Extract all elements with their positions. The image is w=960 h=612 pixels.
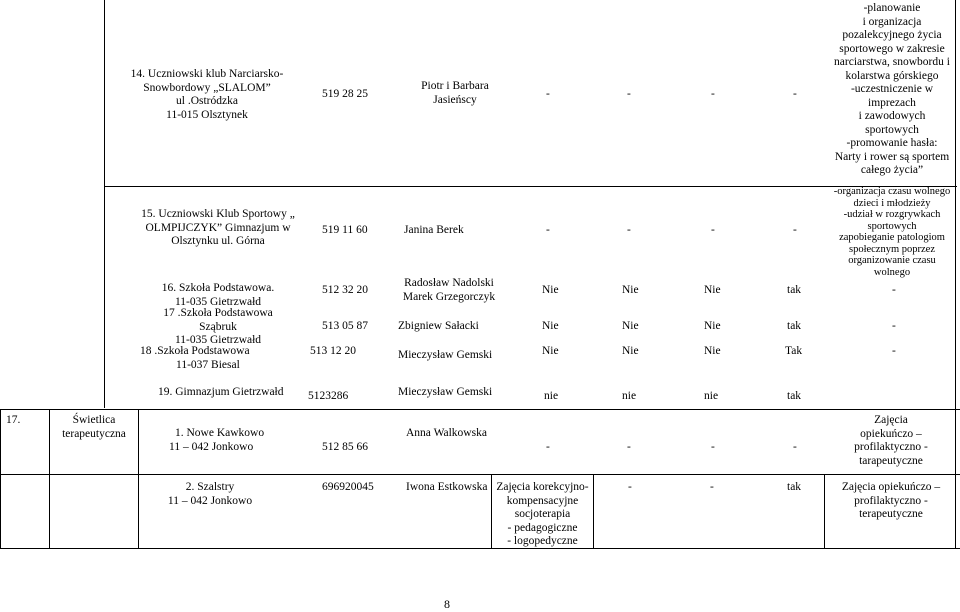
contact-person: Janina Berek [404, 224, 464, 236]
flag: - [546, 88, 550, 100]
activity-notes: -organizacja czasu wolnego dzieci i młodzieży -udział w rozgrywkach sportowych zapobieganie patologiom społecznym poprzez organizowanie czasu wolnego [833, 186, 951, 278]
activity-notes: - [892, 320, 896, 332]
section-title: Świetlica terapeutyczna [62, 414, 126, 440]
school-name: 18 .Szkoła Podstawowa 11-037 Biesal [140, 345, 250, 371]
activity-notes: Zajęcia opiekuńczo – profilaktyczno - terapeutyczne [841, 481, 941, 520]
contact-person: Radosław Nadolski Marek Grzegorczyk [402, 277, 496, 303]
phone-number: 513 05 87 [322, 320, 368, 332]
contact-person: Piotr i Barbara Jasieńscy [421, 80, 489, 106]
flag: Nie [542, 345, 559, 357]
phone-number: 513 12 20 [310, 345, 356, 357]
flag: nie [704, 390, 719, 402]
flag: Nie [542, 320, 559, 332]
flag: - [711, 88, 715, 100]
flag: - [546, 441, 550, 453]
contact-person: Anna Walkowska [406, 427, 487, 439]
flag: - [627, 224, 631, 236]
flag: - [627, 441, 631, 453]
school-name: 2. Szalstry 11 – 042 Jonkowo [167, 481, 253, 507]
contact-person: Zbigniew Sałacki [398, 320, 479, 332]
contact-person: Mieczysław Gemski [398, 349, 493, 361]
flag: - [627, 88, 631, 100]
school-name: 17 .Szkoła Podstawowa Sząbruk 11-035 Gietrzwałd [163, 307, 273, 346]
school-name: 15. Uczniowski Klub Sportowy „ OLMPIJCZYK” Gimnazjum w Olsztynku ul. Górna [141, 208, 295, 247]
flag: - [711, 224, 715, 236]
activity-notes: -planowanie i organizacja pozalekcyjnego życia sportowego w zakresie narciarstwa, snowbordu i kolarstwa górskiego -uczestniczenie w imprezach i zawodowych sportowych -promowanie hasła: Narty i rower są sportem całego życia” [834, 2, 950, 176]
flag: Nie [622, 345, 639, 357]
phone-number: 512 32 20 [322, 284, 368, 296]
flag: tak [787, 284, 802, 296]
school-name: 19. Gimnazjum Gietrzwałd [158, 386, 284, 398]
flag: Nie [704, 345, 721, 357]
flag: Nie [622, 284, 639, 296]
phone-number: 519 11 60 [322, 224, 368, 236]
flag: Nie [542, 284, 559, 296]
flag: - [710, 481, 714, 493]
flag: nie [622, 390, 637, 402]
flag: - [793, 441, 797, 453]
flag: - [711, 441, 715, 453]
contact-person: Iwona Estkowska [406, 481, 488, 493]
flag: Nie [622, 320, 639, 332]
contact-person: Mieczysław Gemski [398, 386, 493, 398]
flag: tak [787, 320, 802, 332]
flag: - [628, 481, 632, 493]
phone-number: 5123286 [308, 390, 349, 402]
flag: nie [544, 390, 559, 402]
section-number: 17. [6, 414, 21, 426]
activity-notes: Zajęcia opiekuńczo – profilaktyczno - tarapeutyczne [854, 414, 928, 467]
flag: - [793, 224, 797, 236]
classes-list: Zajęcia korekcyjno- kompensacyjne socjoterapia - pedagogiczne - logopedyczne [496, 481, 589, 547]
flag: tak [787, 481, 802, 493]
flag: Tak [785, 345, 803, 357]
flag: Nie [704, 320, 721, 332]
flag: - [793, 88, 797, 100]
page-number: 8 [444, 597, 450, 611]
school-name: 16. Szkoła Podstawowa. 11-035 Gietrzwałd [161, 282, 275, 308]
school-name: 14. Uczniowski klub Narciarsko- Snowbordowy „SLALOM” ul .Ostródzka 11-015 Olsztynek [130, 68, 284, 121]
phone-number: 519 28 25 [322, 88, 368, 100]
phone-number: 512 85 66 [322, 441, 368, 453]
activity-notes: - [892, 284, 896, 296]
flag: Nie [704, 284, 721, 296]
school-name: 1. Nowe Kawkowo 11 – 042 Jonkowo [169, 427, 265, 453]
phone-number: 696920045 [322, 481, 374, 493]
flag: - [546, 224, 550, 236]
flag: tak [787, 390, 802, 402]
activity-notes: - [892, 345, 896, 357]
